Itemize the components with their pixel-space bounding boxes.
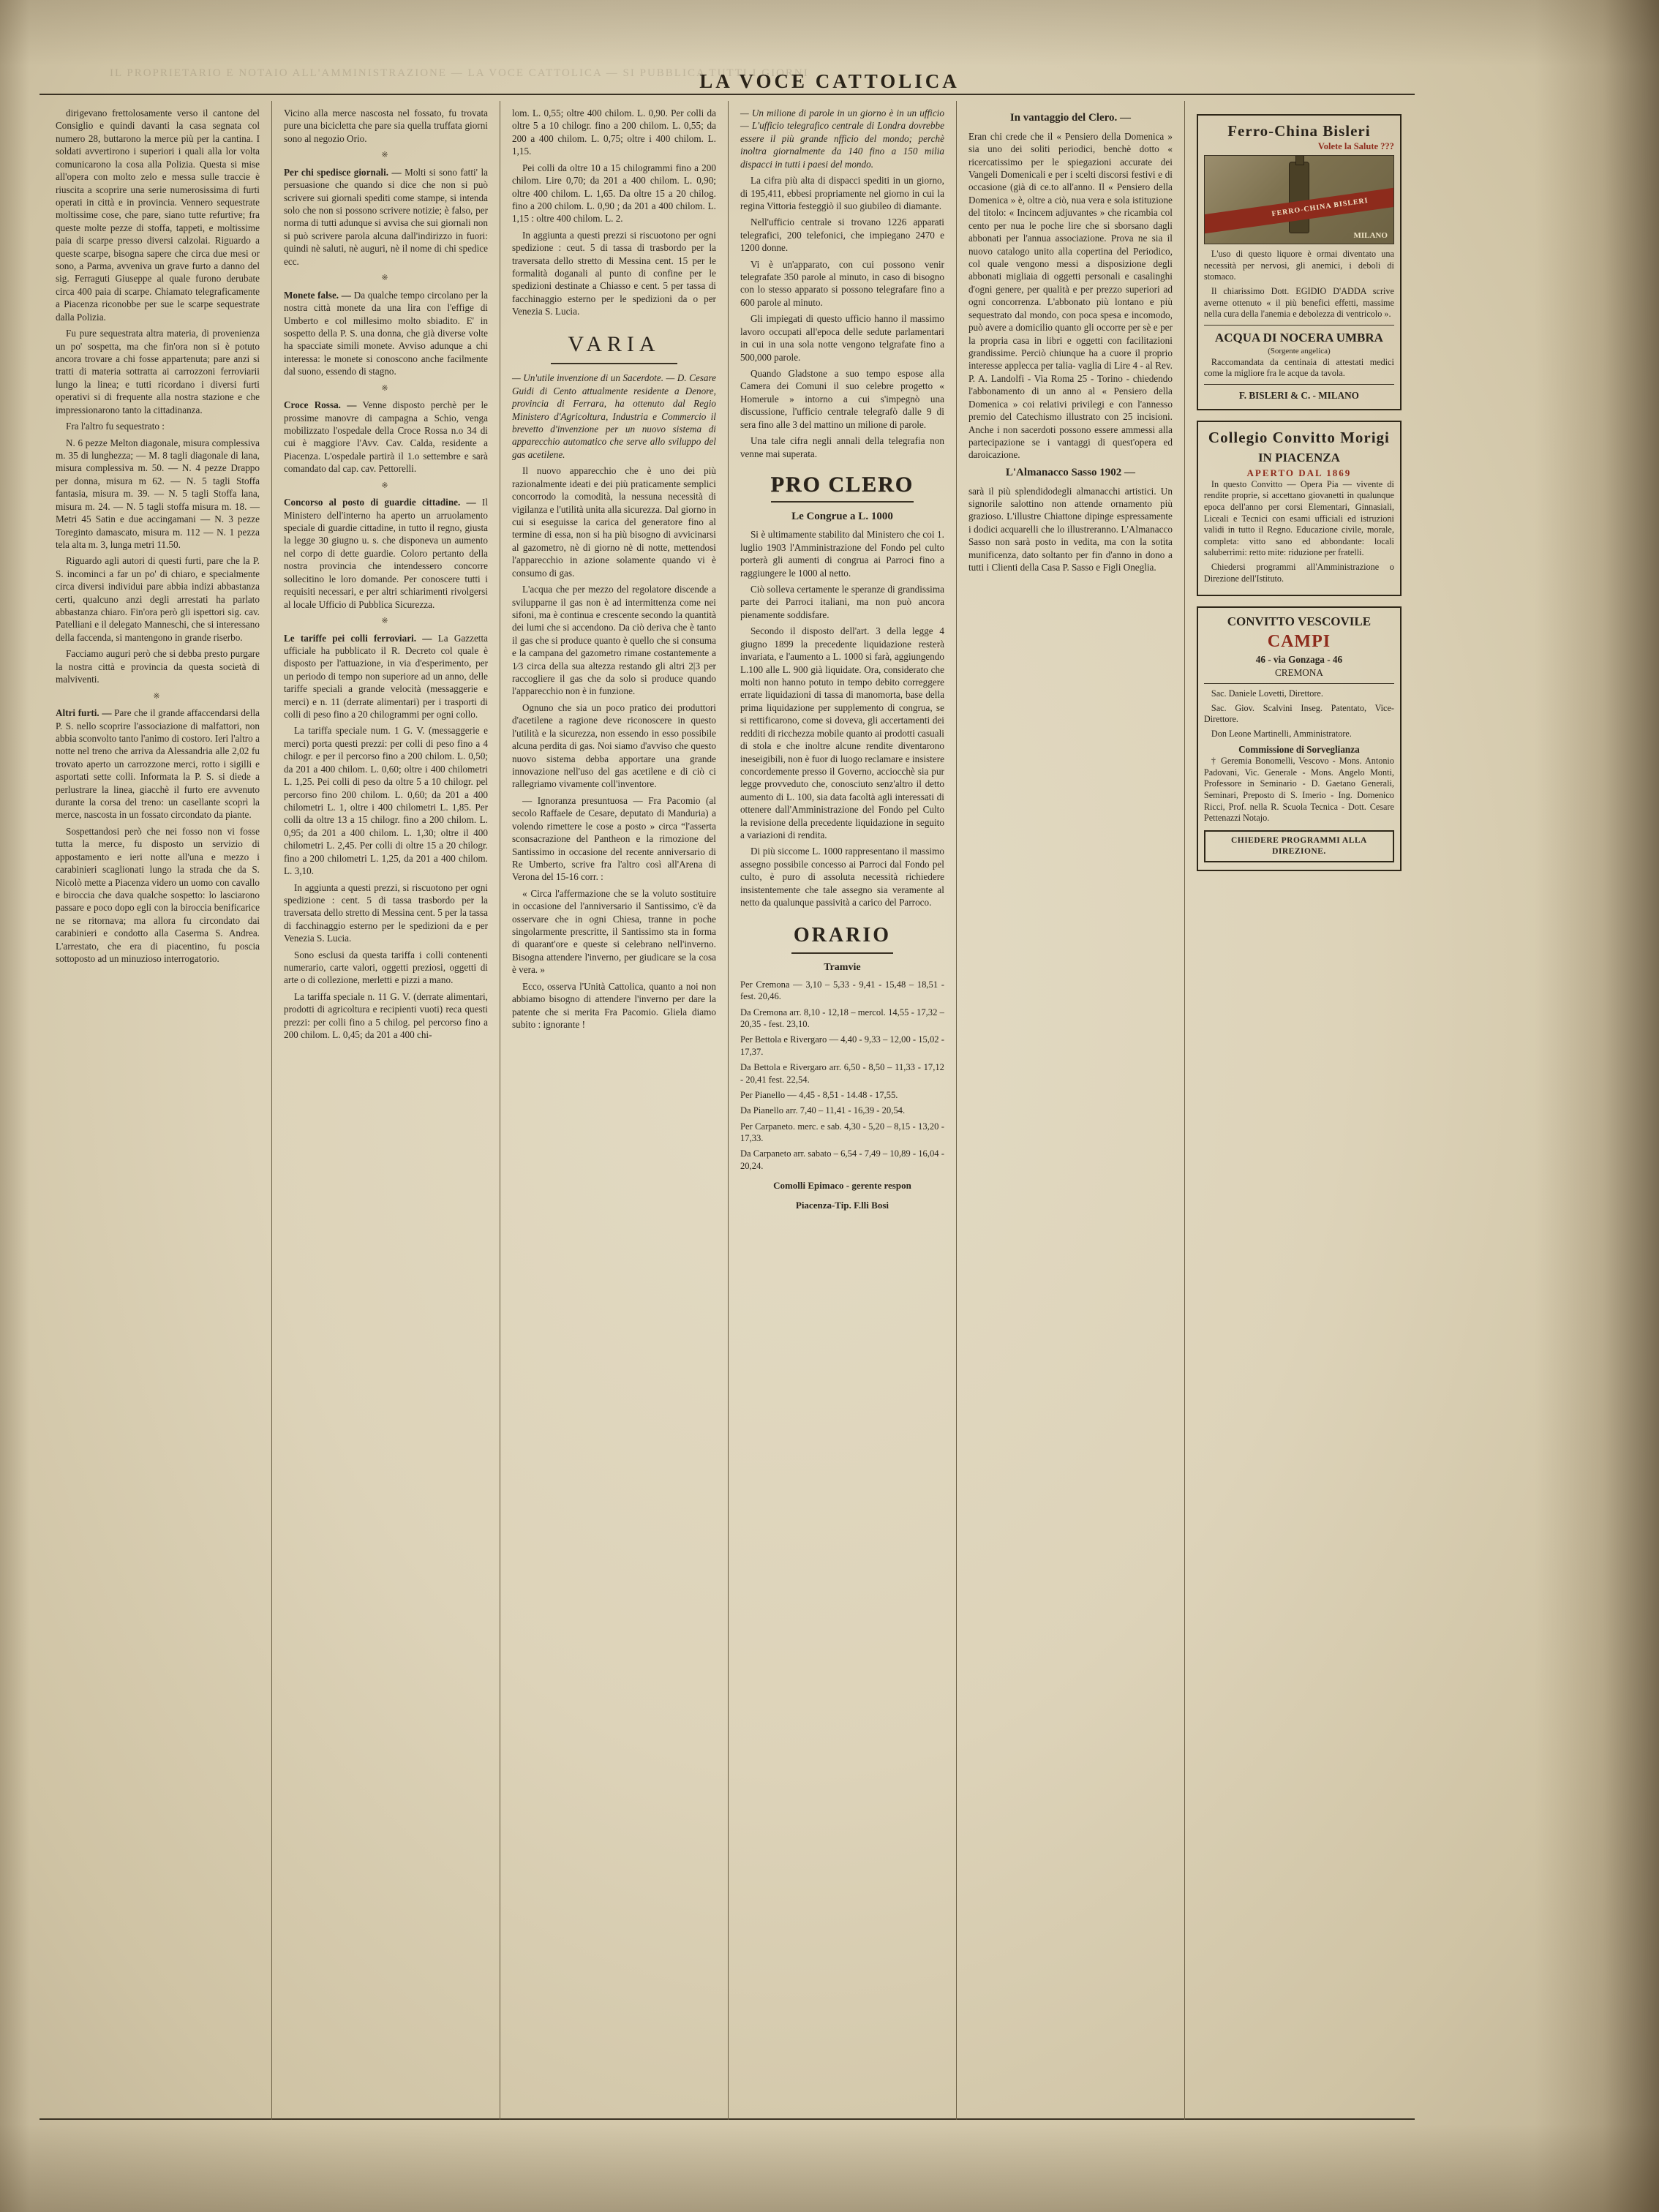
subsection-title-tramvie: Tramvie xyxy=(824,961,861,973)
paragraph: In aggiunta a questi prezzi, si riscuotono per ogni spedizione : cent. 5 di tassa trasbordo per la traversata dello stretto di Messina cent. 5 per la tassa di facchinaggio esterno per le spedizioni da e per Venezia S. Lucia. xyxy=(283,881,488,944)
article-heading: Per chi spedisce giornali. — xyxy=(283,166,402,178)
section-title-pro-clero: PRO CLERO xyxy=(770,472,914,497)
schedule-row: Per Carpaneto. merc. e sab. 4,30 - 5,20 – 8,15 - 13,20 - 17,33. xyxy=(740,1121,944,1143)
article-heading: Monete false. — xyxy=(283,289,351,301)
paragraph: « Circa l'affermazione che se la voluto sostituire in occasione del l'anniversario il Santissimo, c'è da osservare che in ogni Chiesa, tranne in poche singolarmente prescritte, il Santissimo sta in forma di quarant'ore e queste si celebrano nell'inverno. Bisogna attendere l'inverno, per giudicare se la cosa è vera. » xyxy=(511,887,716,976)
ad-committee-body: † Geremia Bonomelli, Vescovo - Mons. Antonio Padovani, Vic. Generale - Mons. Angelo Monti, Professore in Seminario - D. Gaetano Generali, Seminari, Preposto di S. Imerio - Ing. Domenico Ricci, Prof. nella R. Scuola Tecnica - Dott. Cesare Pettenazzi Notajo. xyxy=(1203,756,1394,824)
masthead-title: LA VOCE CATTOLICA xyxy=(699,70,960,92)
paragraph: Pei colli da oltre 10 a 15 chilogrammi fino a 200 chilom. Lire 0,70; da 201 a 400 chilom. L. 0,90; oltre 400 chilom. L. 1,65. Da oltre 15 a 20 chilog. fino a 200 chilom. L. 0,90 ; da 201 a 400 chilom. L. 1,15 : oltre 400 chilom. L. 2. xyxy=(511,162,716,225)
section-title-varia: VARIA xyxy=(568,331,661,356)
ad-divider xyxy=(1204,325,1394,326)
paragraph: Ognuno che sia un poco pratico dei produttori d'acetilene a ragione deve riconoscere in questo l'utilità e la sicurezza, non essendo in esso possibile alcuna perdita di gas. Noi siamo d'avviso che questo nuovo sistema debba apportare una grande innovazione nell'uso del gas acetilene e di ciò ci rallegriamo vivamente coll'inventore. xyxy=(511,701,716,790)
schedule-row: Da Carpaneto arr. sabato – 6,54 - 7,49 – 10,89 - 16,04 - 20,24. xyxy=(740,1148,944,1171)
paragraph: La cifra più alta di dispacci spediti in un giorno, di 195,411, ebbesi propriamente nel giorno in cui la regina Vittoria festeggiò il suo giubileo di diamante. xyxy=(740,175,944,211)
page-edge-top xyxy=(0,0,1659,66)
paragraph: Ecco, osserva l'Unità Cattolica, quanto a noi non abbiamo bisogno di attendere l'inverno per dare la patente che si merita Fra Pacomio. Gliela diamo subito : ignorante ! xyxy=(511,980,716,1031)
paragraph: Sono esclusi da questa tariffa i colli contenenti numerario, carte valori, oggetti preziosi, oggetti di arte o di collezione, merletti e pizzi a mano. xyxy=(283,949,488,986)
column-3 xyxy=(500,101,729,2120)
paragraph: sarà il più splendidodegli almanacchi artistici. Un signorile salottino non attende ornamento più grazioso. L'illustre Chiattone dipinge espressamente i dodici acquarelli che lo illustreranno. L'Almanacco Sasso non sarà posto in vedita, ma con la sotita munificenza, dato soltanto per fin d'anno in dono a tutti i Clienti della Casa P. Sasso e Figli Oneglia. xyxy=(968,485,1173,573)
paragraph: La Gazzetta ufficiale ha pubblicato il R. Decreto col quale è disposto per l'attuazione, in via d'esperimento, per un periodo di tempo non superiore ad un anno, delle tariffe speciali a grande velocità (messaggerie e merci) e n. 11 (derrate alimentari) per i trasporti di colli di peso fino a 20 chilogrammi per ogni collo. xyxy=(283,632,488,721)
ad-committee-title: Commissione di Sorveglianza xyxy=(1238,743,1360,755)
schedule-row: Per Cremona — 3,10 – 5,33 - 9,41 - 15,48 – 18,51 - fest. 20,46. xyxy=(740,979,944,1002)
paragraph: La tariffa speciale n. 11 G. V. (derrate alimentari, prodotti di agricoltura e recipienti vuoti) reca questi prezzi: per colli fino a 5 chilog. pel percorso fino a 200 chilom. L. 0,45; da 201 a 400 chi- xyxy=(283,990,488,1041)
section-rule xyxy=(551,363,677,364)
article-heading: Croce Rossa. — xyxy=(283,399,357,411)
colophon-editor: Comolli Epimaco - gerente respon xyxy=(773,1180,911,1192)
paragraph: Il nuovo apparecchio che è uno dei più razionalmente ideati e dei più praticamente semplici concorrodo la comodità, la nessuna necessità di vigilanza e l'utilità unita alla sicurezza. Dal giorno in cui si eseguisse la carica del generatore fino al termine di essa, non si ha più bisogno di avvicinarsi al gazometro, nè di giorno nè di notte, mettendosi l'apparecchio in azione solamente quando vi è consumo di gas. xyxy=(511,465,716,579)
ornament-divider: ※ xyxy=(381,481,391,490)
section-title-orario: ORARIO xyxy=(793,923,891,947)
ad-city: CREMONA xyxy=(1274,666,1323,678)
schedule-row: Per Bettola e Rivergaro — 4,40 - 9,33 – 12,00 - 15,02 - 17,37. xyxy=(740,1034,944,1057)
ad-staff-line: Sac. Giov. Scalvini Inseg. Patentato, Vice-Direttore. xyxy=(1203,702,1394,725)
schedule-row: Da Bettola e Rivergaro arr. 6,50 - 8,50 – 11,33 - 17,12 - 20,41 fest. 22,54. xyxy=(740,1062,944,1085)
ad-founded-label: APERTO DAL 1869 xyxy=(1246,467,1352,478)
ornament-divider: ※ xyxy=(381,616,391,625)
article-heading: Altri furti. — xyxy=(56,707,112,719)
columns-container xyxy=(44,101,1413,2120)
ad-ferro-china-bisleri[interactable] xyxy=(1197,114,1402,410)
column-6-advertisements xyxy=(1185,101,1413,2120)
paragraph: Vicino alla merce nascosta nel fossato, fu trovata pure una bicicletta che pare sia quella truffata giorni sono al negozio Orio. xyxy=(283,108,488,144)
ad-staff-line: Don Leone Martinelli, Amministratore. xyxy=(1211,729,1352,740)
section-rule xyxy=(791,952,893,954)
paragraph: Gli impiegati di questo ufficio hanno il massimo lavoro occupati all'epoca delle sedute parlamentari in cui in una sola notte vengono telgrafate fino a 500,000 parole. xyxy=(740,313,944,363)
column-1 xyxy=(44,101,272,2120)
ornament-divider: ※ xyxy=(381,151,391,160)
paragraph: Fu pure sequestrata altra materia, di provenienza un po' sospetta, ma che fin'ora non si è potuto ancora trovare a chi fosse appartenuta; pare anzi si tratti di materia sottratta ai carrozzoni ferroviarii lungo la linea; e tutti ricordano i diversi furti operativi si di frequente alla nostra stazione e che impressionarono tanto la cittadinanza. xyxy=(56,328,260,415)
page-edge-bottom xyxy=(0,2124,1659,2212)
paragraph: dirigevano frettolosamente verso il cantone del Consiglio e quindi davanti la casa segnata col numero 28, buttarono la merce più per la cantina. I soldati avvertirono i superiori i quali alla lor volta comunicarono la cosa alla Polizia. Questa si mise all'opera con molto zelo e messa sulle traccie è riuscita a scoprire una serie numerosissima di furti operati in città e in provincia. Vennero sequestrate moltissime cose, che pare, siano tutte refurtive; fra queste molte pezze di stoffa, tappeti, e moltissime paia di scarpe presso diversi calzolai. Riguardo a queste scarpe, bisogna sapere che circa due mesi or sono, a Parma, avveniva un grave furto a danno del sig. Ferraguti Giuseppe al quale furono derubate circa 400 paia di scarpe. Chiamato telegraficamente a Piacenza riconobbe per sue le scarpe sequestrate dalla Polizia. xyxy=(56,108,260,323)
ad-title: Collegio Convitto Morigi xyxy=(1208,429,1390,447)
schedule-row: Da Pianello arr. 7,40 – 11,41 - 16,39 - 20,54. xyxy=(740,1105,906,1116)
ad-name: CAMPI xyxy=(1267,631,1331,651)
colophon-printer: Piacenza-Tip. F.lli Bosi xyxy=(795,1200,889,1211)
paragraph: Si è ultimamente stabilito dal Ministero che coi 1. luglio 1903 l'Amministrazione del Fondo pel culto porterà gli aumenti di congrua ai Parroci fino a raggiungere le 1000 al netto. xyxy=(740,529,944,579)
paragraph: Secondo il disposto dell'art. 3 della legge 4 giugno 1899 la precedente liquidazione resterà invariata, e l'aumento a L. 1000 si farà, aggiungendo L.100 alle L. 900 già liquidate. Ora, considerato che molti non hanno potuto in tempo debito correggere errate liquidazioni di tassa di manomorta, base della prima liquidazione per supplemento di congrua, se si rettificarono, come si doveva, gli accertamenti dei redditi di ricchezza mobile quanto ai prodotti casuali di stola e che inoltre alcune rendite diventarono ineseigibili, non è fuor di luogo reclamare e insistere concordemente presso il Governo, acciocchè sia pur legge provveduto che, conosciuto senz'altro il detto aumento di L. 100, sia data facoltà agli interessati di ottenere dall'Amministrazione del Fondo pel Culto la revisione della precedente liquidazione in seguito a variazioni di rendita. xyxy=(740,625,944,841)
section-rule xyxy=(771,501,914,503)
paragraph: Eran chi crede che il « Pensiero della Domenica » sia uno dei soliti periodici, benchè dotto « ricercatissimo per le spiegazioni accurate dei Vangeli Domenicali e per i scelti discorsi festivi e di occasione (già di ce.to all'anno. Il « Pensiero della Domenica » è, oltre a ciò, nua vera e sola istituzione del titolo: « Incincem adjuvantes » che ricambia col cento per nua le poche lire che si sborsano dagli abbonati per l'annua associazione. Prova ne sia il nuovo catalogo unito alla copertina del Periodico, col quale vengono messi a disposizione degli abbonati migliaia di oggetti personali e casalinghi d'ogni genere, per qualità e per prezzo superiori ad ogni concorrenza. L'abbonato più lontano e più sequestrato dal mondo, con poca spesa e incomodo, può avere a domicilio quanto gli occorre per sè e per la propria casa in libri e oggetti con facilitazioni grandissime. Perciò chiunque ha a cuore il proprio interesse applecca per talia- vaglia di Lire 4 - al Rev. P. A. Landolfi - Via Roma 25 - Torino - chiedendo l'abbonamento di un anno al « Pensiero della Domenica » coi relativi privilegi e con l'annesso premio del Catechismo illustrato con 25 incisioni. Anche i non sacerdoti possono essere ammessi alla partecipazione se i vantaggi di quest'opera ed daroicazione. xyxy=(968,130,1173,461)
ad-body: Raccomandata da centinaia di attestati medici come la migliore fra le acque da tavola. xyxy=(1203,356,1394,379)
paragraph: Molti si sono fatti' la persuasione che quando si dice che non si può scrivere sui giornali spediti come stampe, si intenda solo che non si possono scrivere notizie; è falso, per norma di tutti adunque si avvisa che sui giornali non si può scrivere parola alcuna dall'indirizzo in fuori: quindi nè saluti, nè auguri, nè il nome di chi spedice ecc. xyxy=(283,166,488,267)
ad-subtitle: ACQUA DI NOCERA UMBRA xyxy=(1214,330,1383,345)
article-heading-clero: In vantaggio del Clero. — xyxy=(1009,112,1131,124)
ad-body: In questo Convitto — Opera Pia — vivente di rendite proprie, si accettano giovanetti in qualunque epoca dell'anno per corsi Elementari, Ginnasiali, Liceali e Tecnici con esami ufficiali ed istruzioni validi in tutto il Regno. Educazione civile, morale, completa: vitto sano ed abbondante: locali saluberrimi: retto mite: riduzione per fratelli. xyxy=(1203,478,1394,558)
page-spine-shadow xyxy=(0,0,29,2212)
paragraph: Ciò solleva certamente le speranze di grandissima parte dei Parroci italiani, ma non può ancora pienamente soddisfare. xyxy=(740,584,944,620)
ad-divider xyxy=(1204,683,1394,684)
ad-city-label: MILANO xyxy=(1353,230,1388,240)
ad-footer-cta[interactable]: CHIEDERE PROGRAMMI ALLA DIREZIONE. xyxy=(1204,830,1394,862)
paragraph: Una tale cifra negli annali della telegrafia non venne mai superata. xyxy=(740,435,944,459)
ad-slogan: Volete la Salute ??? xyxy=(1317,140,1394,151)
paragraph: Pare che il grande affaccendarsi della P. S. nello scoprire l'associazione di malfattori, non abbia sconvolto tanto l'animo di costoro. Ieri l'altro a notte nel treno che arriva da Alessandria alle 2,02 fu trovato aperto un carrozzone merci, rotto i sigilli e asportati sette colli. Informata la P. S. si diede a perlustrare la linea, giacchè il furto ere avvenuto durante la corsa del treno: un casellante scoprì la merce, nascosta in un fossato circondato da piante. xyxy=(56,707,260,821)
paragraph: In aggiunta a questi prezzi si riscuotono per ogni spedizione : ceut. 5 di tassa di trasbordo per la traversata dello stretto di Messina cent. 15 per le formalità doganali al punto di confine per le spedizioni destinate a Chiasso e cent. 5 per tassa di facchinaggio esterno per le spedizioni da o per Venezia S. Lucia. xyxy=(511,229,716,317)
paragraph: La tariffa speciale num. 1 G. V. (messaggerie e merci) porta questi prezzi: per colli di peso fino a 4 chilogr. e per il percorso fino a 200 chilom. L. 0,50; da 201 a 400 chilom. L. 0,60; oltre i 400 chilometri L. 1,25. Pei colli di peso da oltre 5 a 10 chilogr. pel percorso fino 200 chilom. L. 0,60; da 201 a 400 chilometri L. 1, oltre i 400 chilometri L. 1,85. Per colli da oltre 13 a 15 chilogr. fino a 200 chilom. L. 0,95; da 201 a 400 chilom. L. 1,30; oltre il 400 chilometri L. 2,45. Per colli di oltre 15 a 20 chilogr. fino a 200 chilometri L. 1,25, da 201 a 400 chilom. L. 3,10. xyxy=(283,725,488,877)
paragraph: — Un'utile invenzione di un Sacerdote. — D. Cesare Guidi di Cento attualmente residente a Denore, provincia di Ferrara, ha ottenuto dal Regio Ministero d'Agricoltura, Industria e Commercio il brevetto d'invenzione per un nuovo sistema di apparecchio automatico che serve allo sviluppo del gas acetilene. xyxy=(511,372,716,460)
ad-body: L'uso di questo liquore è ormai diventato una necessità per nervosi, gli anemici, i deboli di stomaco. xyxy=(1203,249,1394,282)
paragraph: lom. L. 0,55; oltre 400 chilom. L. 0,90. Per colli da oltre 5 a 10 chilogr. fino a 200 chilom. L. 0,55; da 200 a 400 chilom. L. 0,75; oltre i 400 chilom. L. 1,15. xyxy=(511,108,716,157)
ad-staff-line: Sac. Daniele Lovetti, Direttore. xyxy=(1211,688,1323,699)
ad-subtitle-note: (Sorgente angelica) xyxy=(1268,347,1331,356)
article-heading-almanacco: L'Almanacco Sasso 1902 — xyxy=(1005,466,1135,478)
paragraph: — Un milione di parole in un giorno è in un ufficio — L'ufficio telegrafico centrale di Londra dovrebbe essere il più grande nfficio del mondo; perchè inoltra giornalmente da 140 fino a 150 milia dispacci in tutti i paesi del mondo. xyxy=(740,108,944,170)
paragraph: Fra l'altro fu sequestrato : xyxy=(66,421,165,432)
ad-convitto-vescovile-campi[interactable] xyxy=(1197,606,1402,871)
subsection-title-congrue: Le Congrue a L. 1000 xyxy=(791,510,893,522)
schedule-row: Da Cremona arr. 8,10 - 12,18 – mercol. 14,55 - 17,32 – 20,35 - fest. 23,10. xyxy=(740,1007,944,1030)
ad-title: CONVITTO VESCOVILE xyxy=(1227,614,1372,629)
paragraph: L'acqua che per mezzo del regolatore discende a svilupparne il gas non è ad intermittenza come nei sifoni, ma è continua e crescente secondo la quantità dei lumi che si accendono. Da ciò deriva che è tanto il gas che si produce quanto è quello che si consuma e la campana del gazometro rimane costantemente a 1⁄3 circa della sua altezza restando gli altri 2|3 per raccogliere il gas che da solo si produce quando l'apparecchio non è in funzione. xyxy=(511,584,716,697)
ad-subtitle: IN PIACENZA xyxy=(1257,451,1340,465)
paragraph: Quando Gladstone a suo tempo espose alla Camera dei Comuni il suo celebre progetto « Homerule » intorno a cui s'impegnò una discussione, l'ufficio centrale telegrafò dalle 9 di sera fino alle 3 del mattino un milione di parole. xyxy=(740,368,944,430)
column-2 xyxy=(272,101,500,2120)
ad-firm-name: F. BISLERI & C. - MILANO xyxy=(1238,390,1359,402)
ad-body: Il chiarissimo Dott. EGIDIO D'ADDA scrive averne ottenuto « il più benefici effetti, massime nella cura della l'anemia e debolezza di ventricolo ». xyxy=(1203,286,1394,320)
column-4 xyxy=(729,101,957,2120)
bottle-icon xyxy=(1289,162,1309,233)
column-5 xyxy=(957,101,1185,2120)
ad-title: Ferro-China Bisleri xyxy=(1227,122,1371,140)
paragraph: — Ignoranza presuntuosa — Fra Pacomio (al secolo Raffaele de Cesare, deputato di Manduria) a volendo rimettere le cose a posto » circa “l'asserta sconsacrazione del Pantheon e la rimozione del Santissimo in occasione del recente anniversario di Re Umberto, scrive fra l'altro così all'Arena di Verona del 15-16 corr. : xyxy=(511,794,716,883)
schedule-row: Per Pianello — 4,45 - 8,51 - 14.48 - 17,55. xyxy=(740,1089,898,1100)
paragraph: Da qualche tempo circolano per la nostra città monete da una lira con l'effige di Umberto e col millesimo molto sbiadito. E' in sospetto della P. S. una donna, che già diverse volte ha spacciate simili monete. Avviso adunque a chi interessa: le monete si conoscono anche facilmente dal suono, essendo di stagno. xyxy=(283,289,488,377)
ornament-divider: ※ xyxy=(381,383,391,393)
paragraph: Sospettandosi però che nei fosso non vi fosse tutta la merce, fu disposto un servizio di appostamento e ieri notte all'una e mezzo i carabinieri scaglionati lungo la strada che da S. Nicolò mette a Piacenza videro un uomo con cavallo e biroccia che dava qualche sospetto: lo lasciarono passare e poco dopo egli con la biroccia benificarice ne se ritornava; ma allora fu circondato dai carabinieri e condotto alla Caserma S. Andrea. L'arrestato, che era di piacentino, fu poscia sottoposto ad un minuzioso interrogatorio. xyxy=(56,825,260,965)
paragraph: Riguardo agli autori di questi furti, pare che la P. S. incominci a far un po' di chiaro, e specialmente circa diversi individui pare abbia indizi abbastanza certi, qualcuno anzi degli arrestati ha parlato abbastanza chiaro. Fin'ora però gli ispettori sig. cav. Patelliani e il delegato Manneschi, che si interessano della faccenda, si mantengono in grande riserbo. xyxy=(56,555,260,643)
ad-band-label: FERRO-CHINA BISLERI xyxy=(1204,181,1394,234)
bottle-illustration xyxy=(1204,155,1394,244)
bleed-through-text: IL PROPRIETARIO E NOTAIO ALL'AMMINISTRAZIONE — LA VOCE CATTOLICA — SI PUBBLICA TUTTI I GIORNI xyxy=(110,67,809,79)
paragraph: Nell'ufficio centrale si trovano 1226 apparati telegrafici, 200 telefonici, che impiegano 2470 e 1200 donne. xyxy=(740,217,944,254)
ornament-divider: ※ xyxy=(381,274,391,283)
page-edge-right xyxy=(1535,0,1659,2212)
ad-address: 46 - via Gonzaga - 46 xyxy=(1255,654,1343,666)
paragraph: Facciamo auguri però che si debba presto purgare la nostra città e provincia da questa società di malviventi. xyxy=(56,648,260,685)
ad-body: Chiedersi programmi all'Amministrazione o Direzione dell'Istituto. xyxy=(1203,562,1394,584)
paragraph: Di più siccome L. 1000 rappresentano il massimo assegno possibile concesso ai Parroci dal Fondo pel culto, è puro di assoluta necessità richiedere insistentemente che tale assegno sia veramente al netto da qualunque passività a carico del Parroco. xyxy=(740,846,944,908)
paragraph: Il Ministero dell'interno ha aperto un arruolamento speciale di guardie cittadine, in tutto il regno, giusta la legge 30 giugno u. s. che disponeva un aumento nel corpo di dette guardie. Coloro pertanto della nostra provincia che intendessero concorre sollecitino le loro domande. Per conoscere tutti i requisiti necessari, e per altri schiarimenti rivolgersi al locale Ufficio di Pubblica Sicurezza. xyxy=(283,497,488,610)
paragraph: N. 6 pezze Melton diagonale, misura complessiva m. 35 di lunghezza; — M. 8 tagli diagonale di lana, misura complessiva m. 50. — N. 4 pezze Drappo per donna, misura m 62. — N. 5 tagli Stoffa fantasia, misura m. 39. — N. 5 tagli Stoffa lana, misura m. 24. — N. 5 tagli stoffa misura m. 18. — Metri 45 Satin e due accingamani — N. 3 pezze Toreginto damascato, misura m. 112 — N. 1 pezza tela alta m. 3, lunga metri 11.50. xyxy=(56,437,260,550)
ornament-divider: ※ xyxy=(153,691,162,701)
paragraph: Venne disposto perchè per le prossime manovre di campagna a Schio, venga mobilizzato l'ospedale della Croce Rossa n.o 34 di cui è maggiore l'Avv. Cav. Calda, residente a Piacenza. L'ospedale partirà il 1.o settembre e sarà comandato dal cap. cav. Pettorelli. xyxy=(283,399,488,475)
article-heading: Concorso al posto di guardie cittadine. — xyxy=(283,497,476,508)
ad-collegio-convitto-morigi[interactable] xyxy=(1197,421,1402,596)
article-heading: Le tariffe pei colli ferroviari. — xyxy=(283,632,432,644)
paragraph: Vi è un'apparato, con cui possono venir telegrafate 350 parole al minuto, in caso di bisogno con lo stesso apparato si possono telegrafare fino a 600 parole al minuto. xyxy=(740,258,944,308)
ad-divider xyxy=(1204,384,1394,385)
